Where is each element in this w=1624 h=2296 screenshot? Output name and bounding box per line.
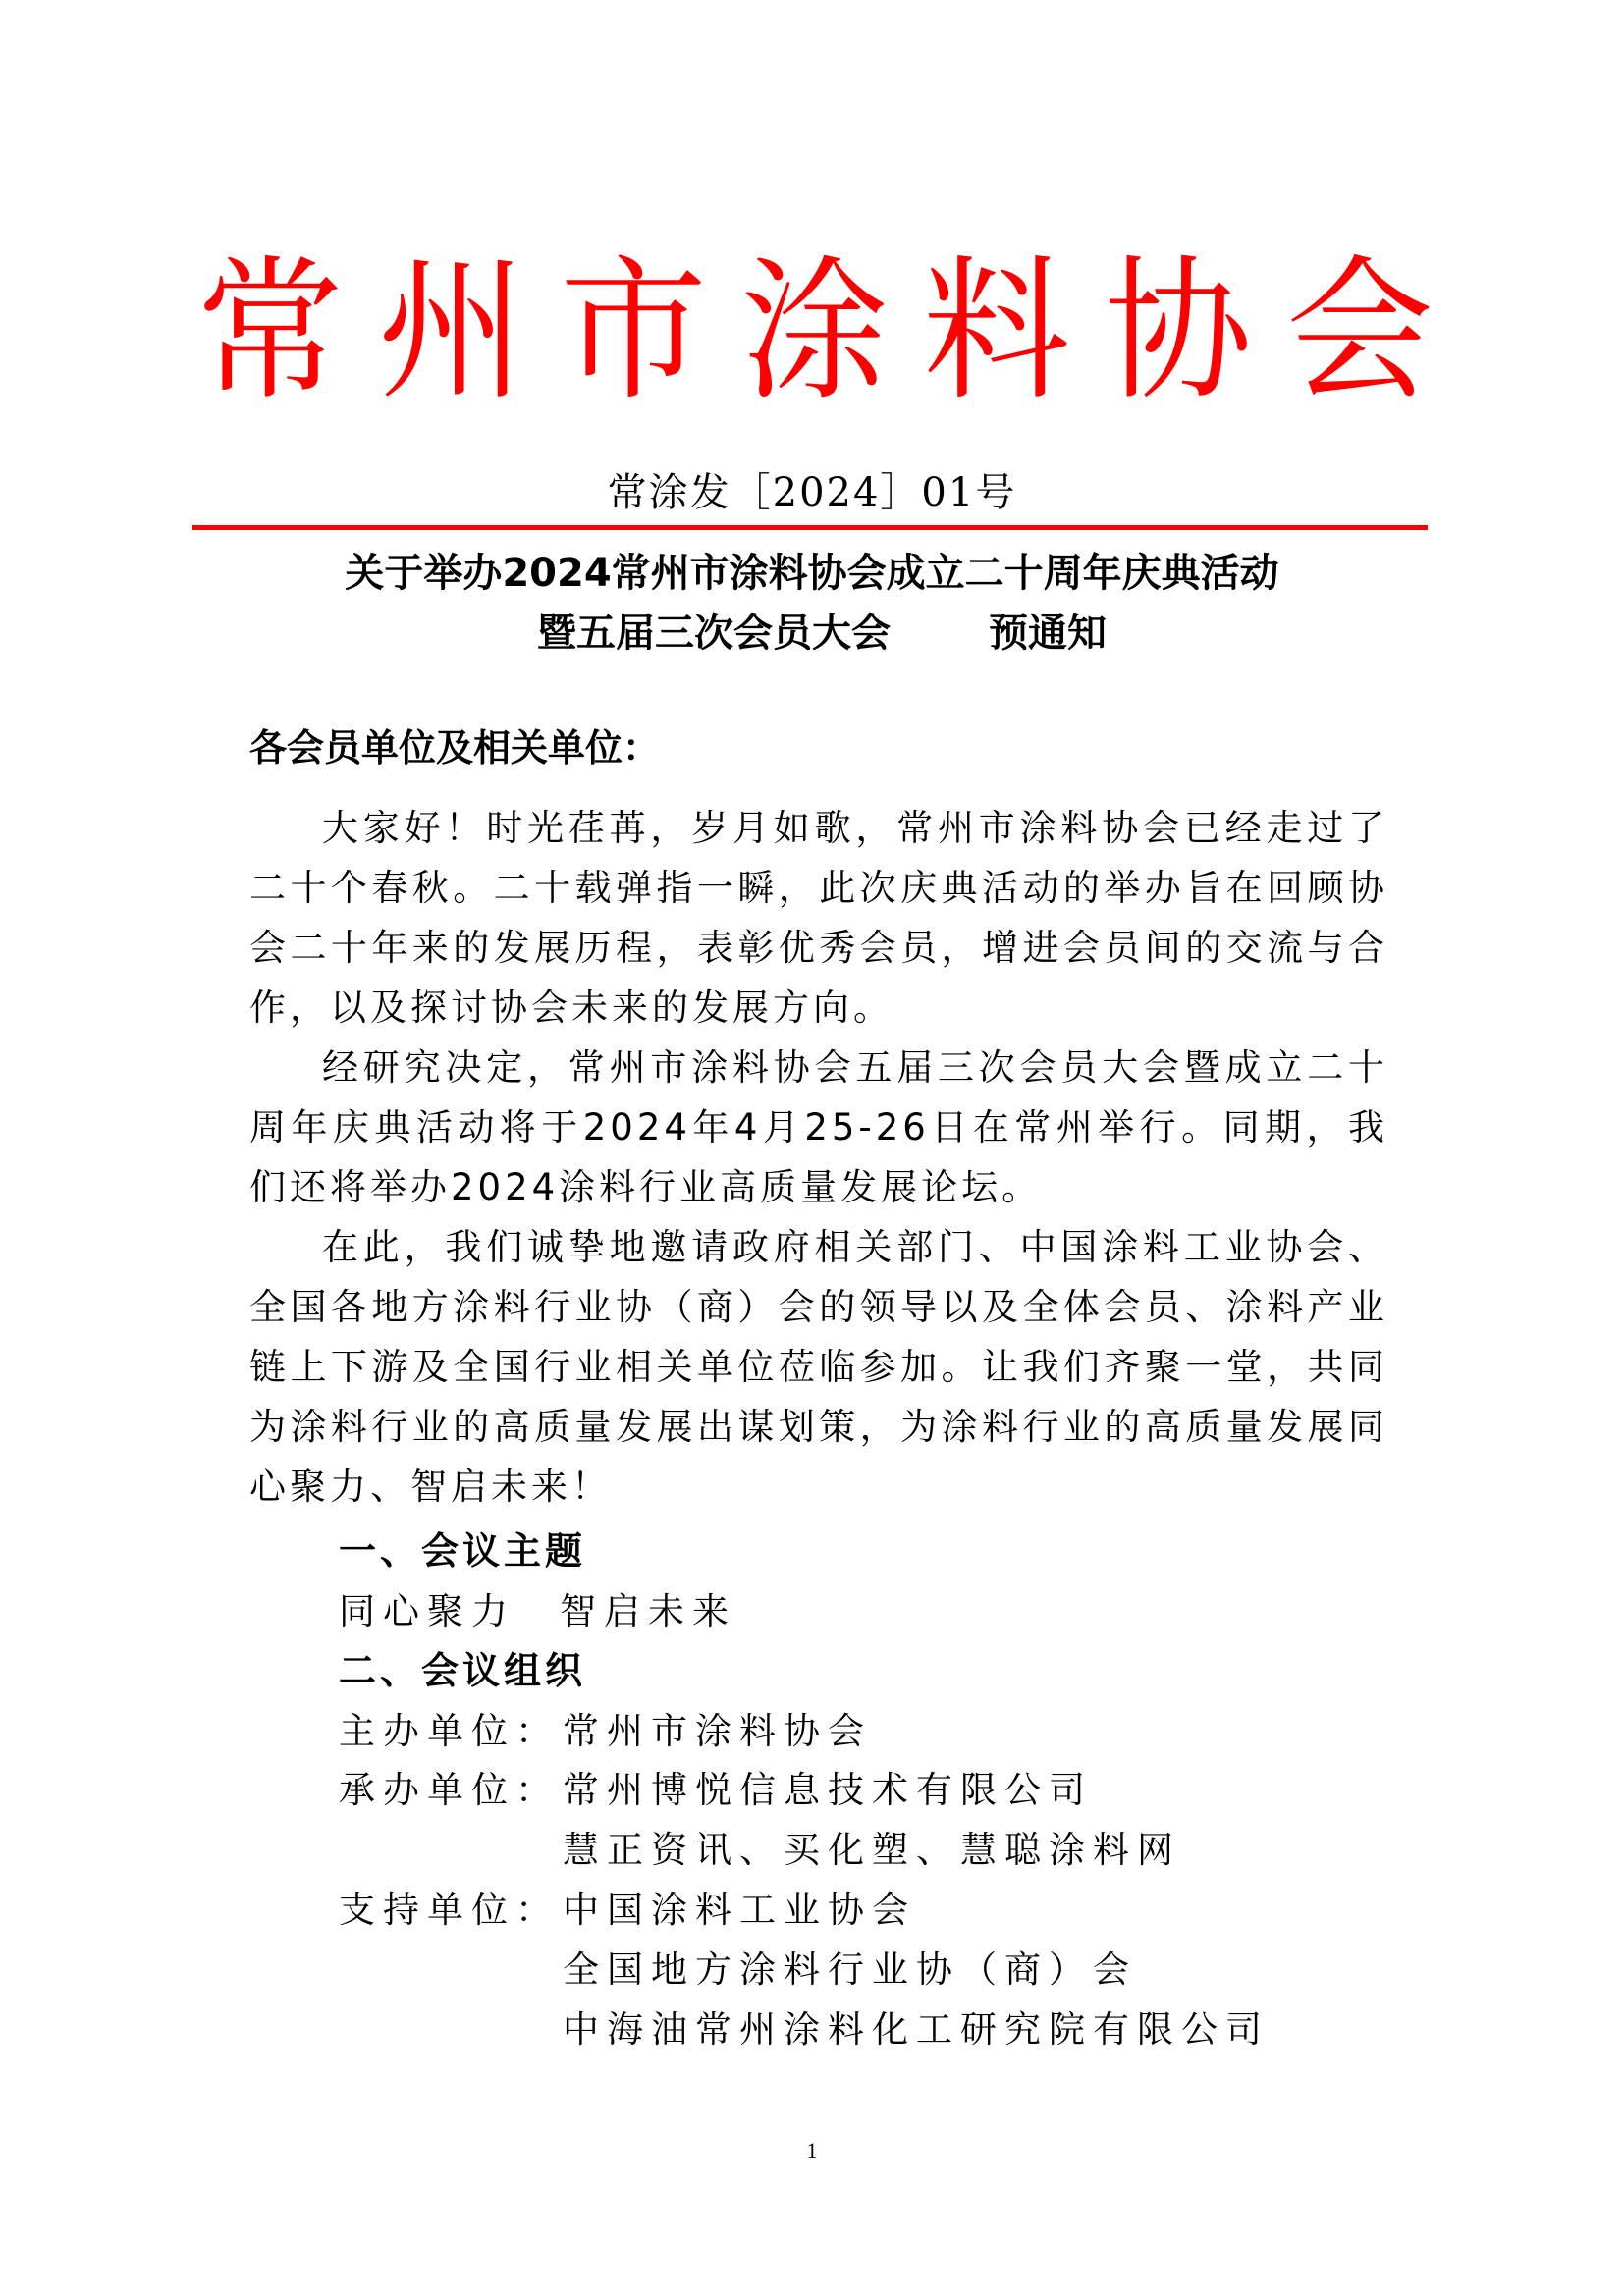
body-paragraph	[249, 1217, 1388, 1517]
org-value-continued: 全国地方涂料行业协（商）会	[563, 1949, 1137, 1991]
paragraph-text: 经研究决定，常州市涂料协会五届三次会员大会暨成立二十周年庆典活动将于2024年4月25-26日在常州举行。同期，我们还将举办2024涂料行业高质量发展论坛。	[249, 1046, 1388, 1208]
masthead-char: 协	[1104, 241, 1252, 422]
org-value: 常州博悦信息技术有限公司	[563, 1769, 1093, 1811]
org-label: 支持单位：	[339, 1889, 560, 1931]
org-value: 中国涂料工业协会	[563, 1889, 916, 1931]
org-value: 常州市涂料协会	[563, 1710, 872, 1752]
masthead-char: 会	[1285, 241, 1434, 422]
notice-title-line-1: 关于举办2024常州市涂料协会成立二十周年庆典活动	[345, 551, 1279, 596]
document-number: 常涂发［2024］01号	[607, 470, 1017, 515]
section-heading-organization: 二、会议组织	[339, 1649, 587, 1692]
notice-title-main: 暨五届三次会员大会	[537, 611, 891, 656]
masthead-char: 涂	[740, 241, 889, 422]
meeting-theme: 同心聚力 智启未来	[339, 1590, 736, 1632]
org-row-host	[339, 1710, 872, 1752]
salutation: 各会员单位及相关单位：	[249, 726, 661, 770]
org-label: 承办单位：	[339, 1769, 560, 1811]
page-number: 1	[806, 2138, 818, 2163]
masthead-title	[196, 243, 1434, 420]
masthead-char: 常	[196, 241, 345, 422]
body-paragraph	[249, 798, 1388, 1038]
masthead-char: 州	[377, 241, 525, 422]
paragraph-text: 大家好！时光荏苒，岁月如歌，常州市涂料协会已经走过了二十个春秋。二十载弹指一瞬，此次庆典活动的举办旨在回顾协会二十年来的发展历程，表彰优秀会员，增进会员间的交流与合作，以及探讨协会未来的发展方向。	[249, 807, 1388, 1029]
masthead-char: 料	[922, 241, 1070, 422]
org-value-continued: 中海油常州涂料化工研究院有限公司	[563, 2008, 1270, 2051]
org-row-supporter	[339, 1889, 916, 1931]
notice-title-suffix: 预通知	[989, 611, 1107, 656]
org-value-continued: 慧正资讯、买化塑、慧聪涂料网	[563, 1829, 1181, 1871]
paragraph-text: 在此，我们诚挚地邀请政府相关部门、中国涂料工业协会、全国各地方涂料行业协（商）会的领导以及全体会员、涂料产业链上下游及全国行业相关单位莅临参加。让我们齐聚一堂，共同为涂料行业的高质量发展出谋划策，为涂料行业的高质量发展同心聚力、智启未来！	[249, 1226, 1388, 1508]
red-header-rule	[192, 525, 1428, 530]
org-label: 主办单位：	[339, 1710, 560, 1752]
notice-title-line-2	[0, 611, 1624, 656]
body-paragraph	[249, 1038, 1388, 1217]
masthead-char: 市	[559, 241, 707, 422]
section-heading-theme: 一、会议主题	[339, 1529, 587, 1573]
org-row-organizer	[339, 1769, 1093, 1811]
